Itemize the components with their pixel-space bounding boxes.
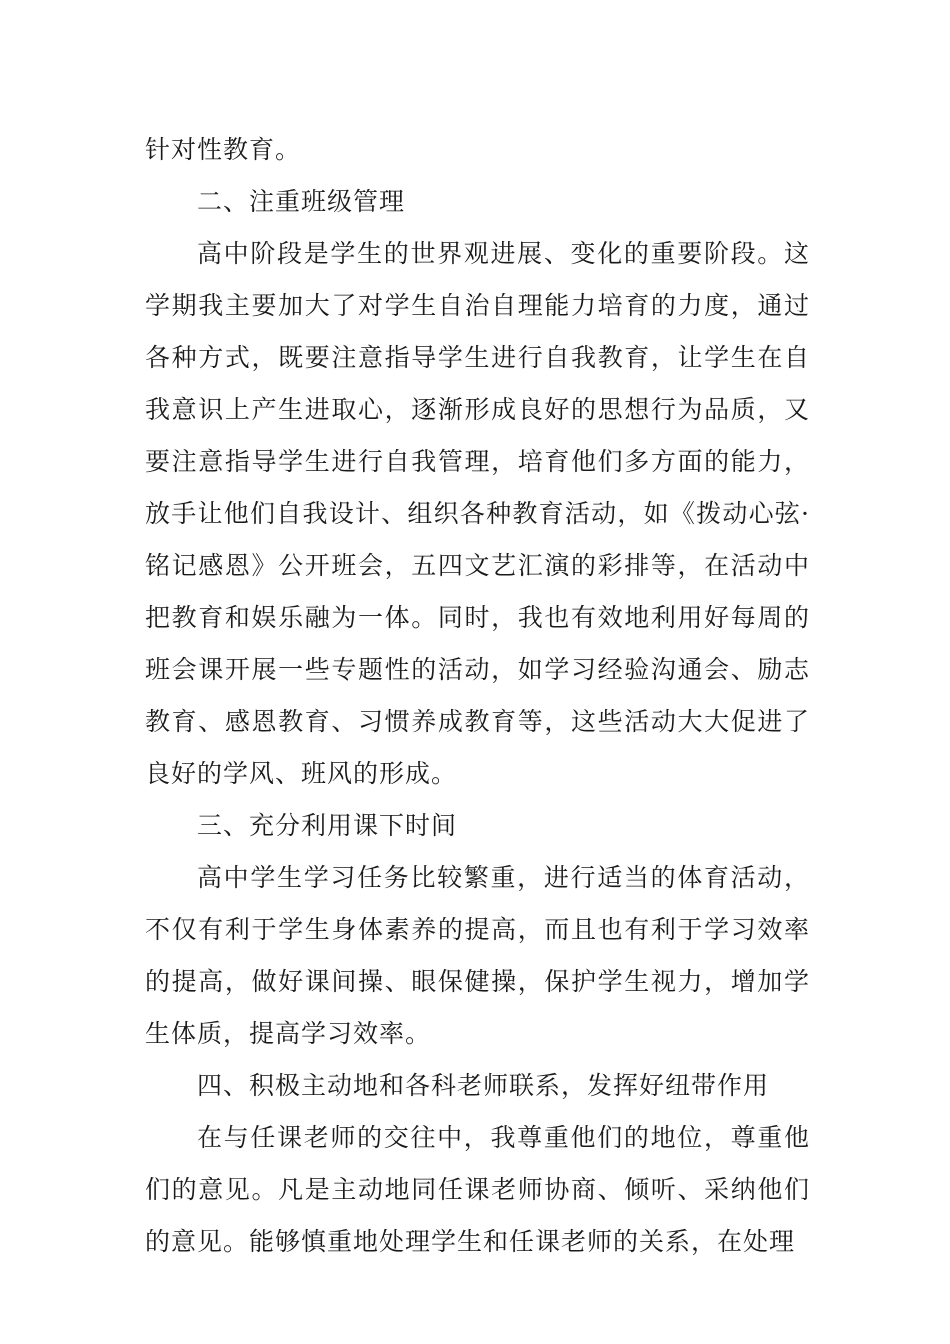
paragraph-after-class-time: 高中学生学习任务比较繁重，进行适当的体育活动，不仅有利于学生身体素养的提高，而且也有利于学习效率的提高，做好课间操、眼保健操，保护学生视力，增加学生体质，提高学习效率。	[145, 863, 810, 1048]
section-heading-teacher-contact: 四、积极主动地和各科老师联系，发挥好纽带作用	[197, 1071, 770, 1100]
document-body	[145, 124, 810, 1268]
paragraph-teacher-contact: 在与任课老师的交往中，我尊重他们的地位，尊重他们的意见。凡是主动地同任课老师协商、倾听、采纳他们的意见。能够慎重地处理学生和任课老师的关系，在处理	[145, 1123, 810, 1256]
paragraph-continuation: 针对性教育。	[145, 135, 302, 164]
section-heading-class-management: 二、注重班级管理	[197, 187, 406, 216]
section-heading-after-class-time: 三、充分利用课下时间	[197, 811, 458, 840]
paragraph-class-management: 高中阶段是学生的世界观进展、变化的重要阶段。这学期我主要加大了对学生自治自理能力培育的力度，通过各种方式，既要注意指导学生进行自我教育，让学生在自我意识上产生进取心，逐渐形成良好的思想行为品质，又要注意指导学生进行自我管理，培育他们多方面的能力，放手让他们自我设计、组织各种教育活动，如《拨动心弦·铭记感恩》公开班会，五四文艺汇演的彩排等，在活动中把教育和娱乐融为一体。同时，我也有效地利用好每周的班会课开展一些专题性的活动，如学习经验沟通会、励志教育、感恩教育、习惯养成教育等，这些活动大大促进了良好的学风、班风的形成。	[145, 239, 810, 788]
